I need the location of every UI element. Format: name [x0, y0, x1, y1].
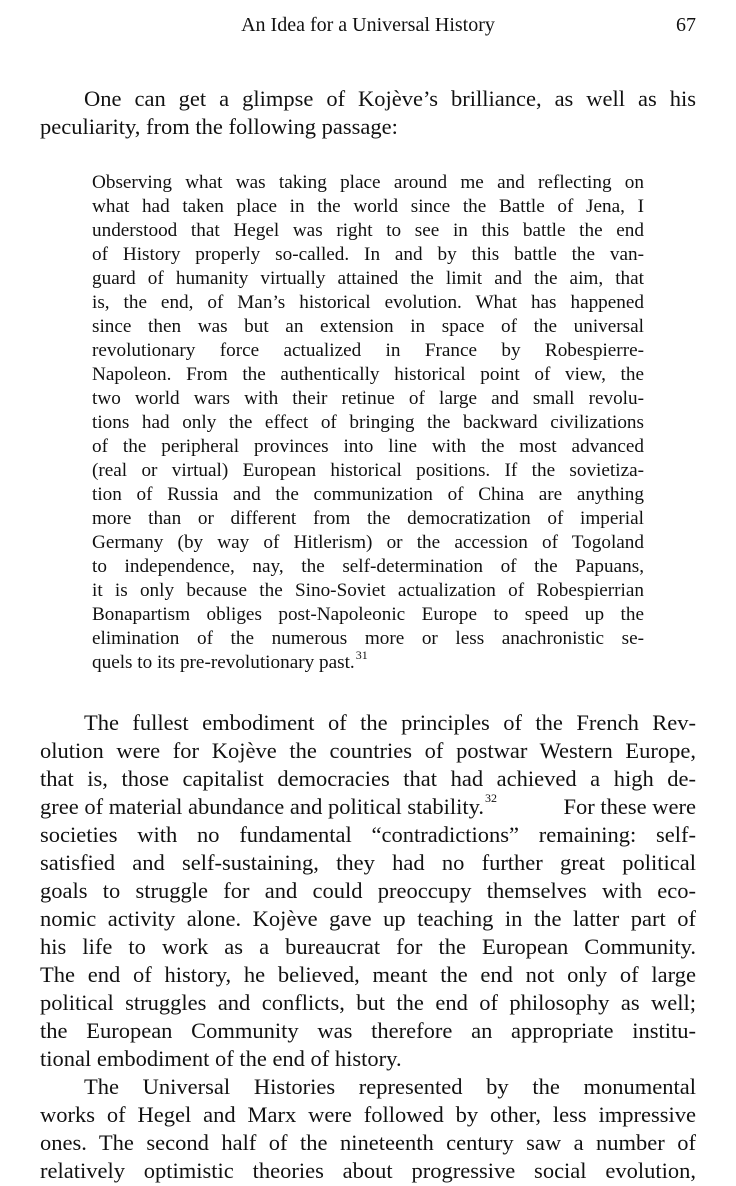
quote-line: guard of humanity virtually attained the limit and the aim, that [92, 268, 644, 289]
quote-line: Bonapartism obliges post-Napoleonic Europe to speed up the [92, 604, 644, 625]
text-line: olution were for Kojève the countries of postwar Western Europe, [40, 738, 696, 763]
running-head [40, 14, 696, 42]
text-line: works of Hegel and Marx were followed by other, less impressive [40, 1102, 696, 1127]
quote-line: it is only because the Sino-Soviet actualization of Robespierrian [92, 580, 644, 601]
quote-line: to independence, nay, the self-determination of the Papuans, [92, 556, 644, 577]
quote-line: is, the end, of Man’s historical evolution. What has happened [92, 292, 644, 313]
text-line: nomic activity alone. Kojève gave up teaching in the latter part of [40, 906, 696, 931]
text-line: his life to work as a bureaucrat for the European Community. [40, 934, 696, 959]
text-line: peculiarity, from the following passage: [40, 114, 398, 139]
quote-line: of History properly so-called. In and by this battle the van- [92, 244, 644, 265]
text-line: The Universal Histories represented by the monumental [84, 1074, 696, 1099]
quote-line: revolutionary force actualized in France by Robespierre- [92, 340, 644, 361]
quote-line: Observing what was taking place around me and reflecting on [92, 172, 644, 193]
footnote-marker: 31 [355, 648, 368, 662]
page-number: 67 [676, 14, 696, 36]
quote-line: tions had only the effect of bringing the backward civilizations [92, 412, 644, 433]
quote-line [92, 648, 368, 676]
text-line: the European Community was therefore an appropriate institu- [40, 1018, 696, 1043]
running-title: An Idea for a Universal History [241, 14, 495, 36]
quote-line-text: quels to its pre-revolutionary past. [92, 652, 355, 673]
text-line: satisfied and self-sustaining, they had no further great political [40, 850, 696, 875]
text-line: tional embodiment of the end of history. [40, 1046, 402, 1071]
quote-line: of the peripheral provinces into line with the most advanced [92, 436, 644, 457]
quote-line: what had taken place in the world since the Battle of Jena, I [92, 196, 644, 217]
quote-line: tion of Russia and the communization of China are anything [92, 484, 644, 505]
text-segment: gree of material abundance and political stability. [40, 794, 484, 819]
text-line: The fullest embodiment of the principles of the French Rev- [84, 710, 696, 735]
quote-line: Germany (by way of Hitlerism) or the accession of Togoland [92, 532, 644, 553]
quote-line: since then was but an extension in space of the universal [92, 316, 644, 337]
quote-line: two world wars with their retinue of large and small revolu- [92, 388, 644, 409]
quote-line: (real or virtual) European historical positions. If the sovietiza- [92, 460, 644, 481]
quote-line: understood that Hegel was right to see in this battle the end [92, 220, 644, 241]
quote-line: Napoleon. From the authentically historical point of view, the [92, 364, 644, 385]
text-line: political struggles and conflicts, but the end of philosophy as well; [40, 990, 696, 1015]
text-line: relatively optimistic theories about progressive social evolution, [40, 1158, 696, 1183]
text-line: that is, those capitalist democracies that had achieved a high de- [40, 766, 696, 791]
footnote-marker: 32 [485, 791, 497, 805]
text-line [40, 792, 696, 822]
text-line: goals to struggle for and could preoccupy themselves with eco- [40, 878, 696, 903]
quote-line: elimination of the numerous more or less anachronistic se- [92, 628, 644, 649]
text-line: The end of history, he believed, meant the end not only of large [40, 962, 696, 987]
text-line: societies with no fundamental “contradictions” remaining: self- [40, 822, 696, 847]
text-segment: For these were [563, 794, 696, 819]
text-line: One can get a glimpse of Kojève’s brilliance, as well as his [84, 86, 696, 111]
text-line: ones. The second half of the nineteenth century saw a number of [40, 1130, 696, 1155]
quote-line: more than or different from the democratization of imperial [92, 508, 644, 529]
